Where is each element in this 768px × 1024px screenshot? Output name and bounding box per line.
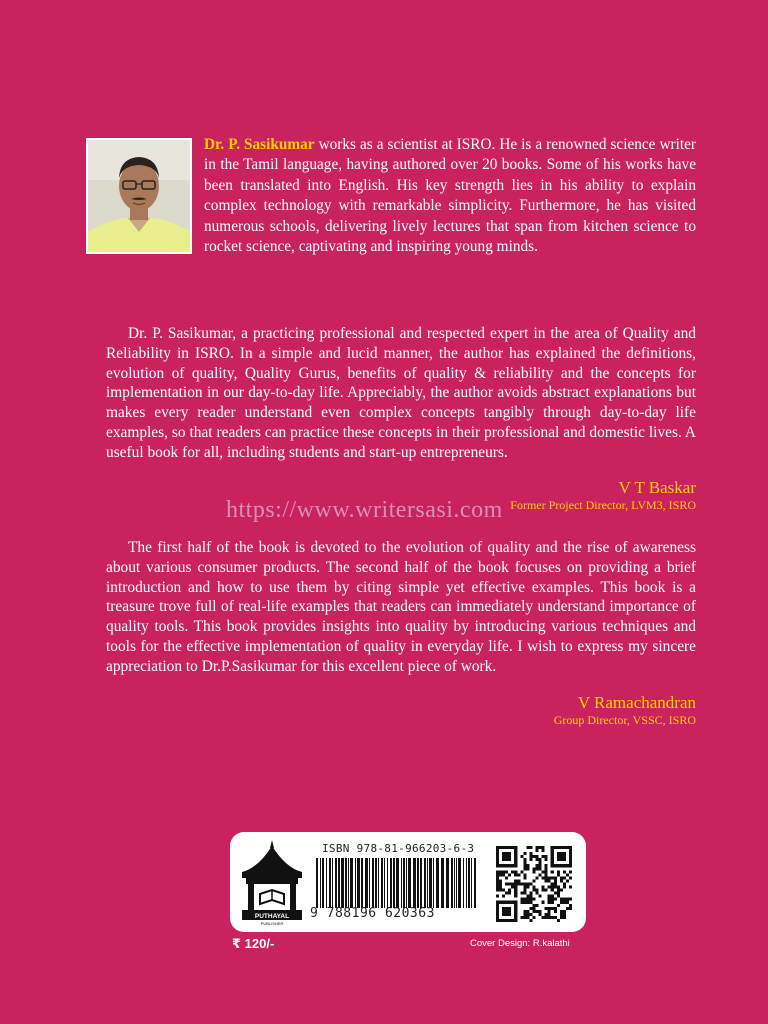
- review-text-1: Dr. P. Sasikumar, a practicing professional and respected expert in the area of Quality and Reliability in ISRO. In a simple and lucid manner, the author has explained the definitions, evolution of quality, Quality Gurus, benefits of quality & reliability and the concepts for implementation in our day-to-day life. Appreciably, the author avoids abstract explanations but makes every reader understand even complex concepts tangibly through day-to-day life examples, so that readers can practice these concepts in their professional and domestic lives. A useful book for all, including students and start-up entrepreneurs.: [106, 325, 696, 461]
- author-bio-text: works as a scientist at ISRO. He is a renowned science writer in the Tamil language, having authored over 20 books. Some of his works have been translated into English. His key strength lies in his ability to explain complex technology with remarkable simplicity. Furthermore, he has visited numerous schools, delivering lively lectures that span from kitchen science to rocket science, captivating and inspiring young minds.: [204, 136, 696, 256]
- publisher-sub: PUBLISHER: [260, 921, 284, 926]
- barcode-bars: [308, 858, 484, 908]
- reviewer-title-2: Group Director, VSSC, ISRO: [553, 713, 696, 727]
- publisher-name: PUTHAYAL: [254, 913, 290, 920]
- author-portrait-image: [88, 140, 190, 252]
- cover-design-credit: Cover Design: R.kalathi: [470, 938, 570, 949]
- author-name: Dr. P. Sasikumar: [204, 136, 315, 153]
- reviewer-name-2: V Ramachandran: [577, 693, 696, 712]
- reviewer-name-1: V T Baskar: [618, 478, 696, 497]
- reviewer-signature-1: [510, 478, 696, 513]
- price-label: ₹ 120/-: [232, 936, 275, 951]
- reviewer-signature-2: [554, 693, 696, 728]
- review-text-2: The first half of the book is devoted to the evolution of quality and the rise of awareness about various consumer products. The second half of the book focuses on providing a brief introduction and how to use them by citing simple yet effective examples. This book is a treasure trove full of real-life examples that readers can immediately understand importance of quality tools. This book provides insights into quality by introducing various techniques and tools for the effective implementation of quality in everyday life. I wish to express my sincere appreciation to Dr.P.Sasikumar for this excellent piece of work.: [106, 539, 696, 675]
- barcode-number: 9 788196 620363: [310, 906, 435, 921]
- author-photo: [86, 138, 192, 254]
- publisher-logo-icon: [236, 838, 308, 926]
- isbn-label: ISBN 978-81-966203-6-3: [322, 842, 475, 855]
- barcode-panel: [230, 832, 586, 932]
- website-watermark: https://www.writersasi.com: [226, 497, 503, 523]
- isbn-barcode: [308, 844, 484, 924]
- qr-code: [496, 846, 572, 922]
- reviewer-title-1: Former Project Director, LVM3, ISRO: [510, 498, 696, 512]
- author-bio: [204, 135, 696, 257]
